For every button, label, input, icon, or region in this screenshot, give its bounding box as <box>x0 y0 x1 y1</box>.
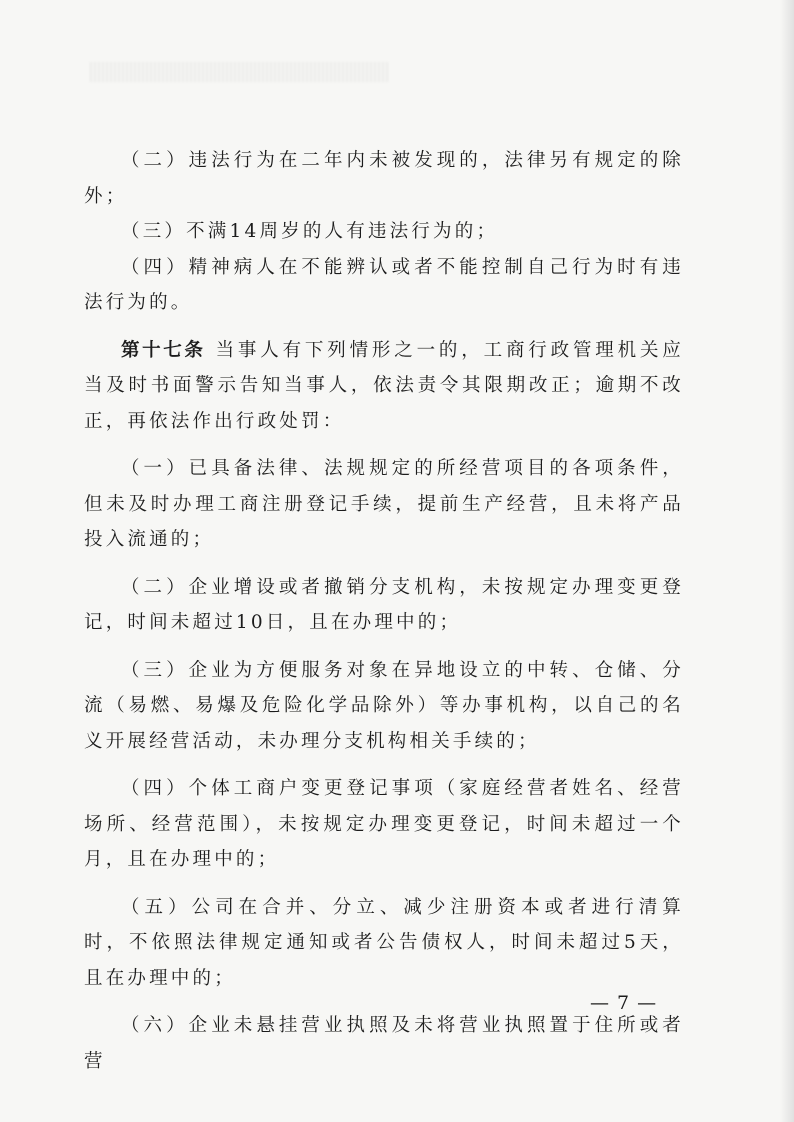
clause-2-paragraph: （二）违法行为在二年内未被发现的，法律另有规定的除外； <box>84 150 684 207</box>
page-number: — 7 — <box>590 992 658 1014</box>
article-17-item-1: （一）已具备法律、法规规定的所经营项目的各项条件，但未及时办理工商注册登记手续，提前生产经营，且未将产品投入流通的； <box>84 458 684 550</box>
clause-3-paragraph: （三）不满14周岁的人有违法行为的； <box>121 221 499 242</box>
article-17-item-5: （五）公司在合并、分立、减少注册资本或者进行清算时，不依照法律规定通知或者公告债权人，时间未超过5天，且在办理中的； <box>84 896 684 989</box>
article-17-item-2: （二）企业增设或者撤销分支机构，未按规定办理变更登记，时间未超过10日，且在办理中的； <box>84 576 684 633</box>
article-17-heading: 第十七条 <box>121 339 206 361</box>
article-17-paragraph <box>84 333 684 440</box>
body-text <box>84 143 684 1079</box>
scan-artifact-right-edge <box>780 0 794 1122</box>
article-17-text: 当事人有下列情形之一的，工商行政管理机关应当及时书面警示告知当事人，依法责令其限期改正；逾期不改正，再依法作出行政处罚： <box>84 339 684 432</box>
article-17-item-6: （六）企业未悬挂营业执照及未将营业执照置于住所或者营 <box>84 1015 684 1072</box>
article-17-item-3: （三）企业为方便服务对象在异地设立的中转、仓储、分流（易燃、易爆及危险化学品除外）等办事机构，以自己的名义开展经营活动，未办理分支机构相关手续的； <box>84 659 684 752</box>
scan-artifact-top <box>90 62 390 82</box>
article-17-item-4: （四）个体工商户变更登记事项（家庭经营者姓名、经营场所、经营范围），未按规定办理变更登记，时间未超过一个月，且在办理中的； <box>84 778 684 870</box>
clause-4-paragraph: （四）精神病人在不能辨认或者不能控制自己行为时有违法行为的。 <box>84 256 684 313</box>
